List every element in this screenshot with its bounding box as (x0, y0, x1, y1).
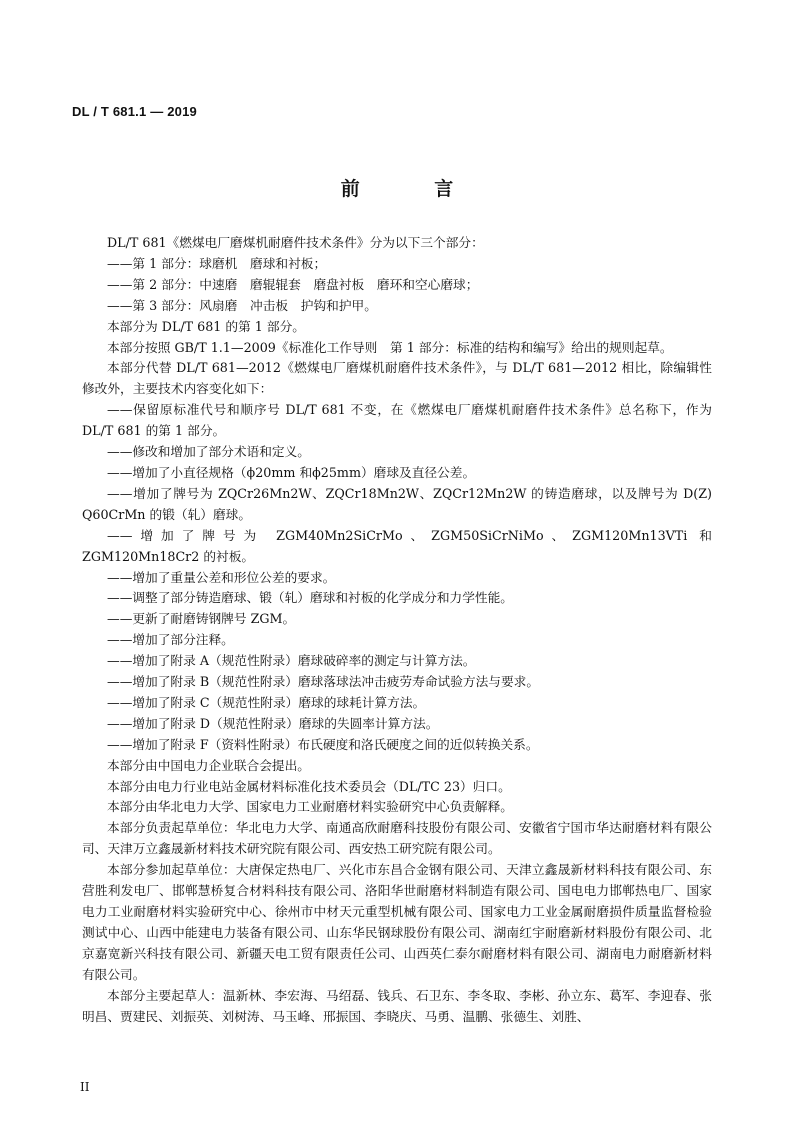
paragraph: 本部分主要起草人：温新林、李宏海、马绍磊、钱兵、石卫东、李冬取、李彬、孙立东、葛军、李迎春、张明昌、贾建民、刘振英、刘树涛、马玉峰、邢振国、李晓庆、马勇、温鹏、张德生、刘胜、 (82, 987, 712, 1024)
list-item: ——增加了部分注释。 (107, 632, 234, 648)
list-item: ——第 1 部分：球磨机 磨球和衬板； (107, 255, 327, 271)
paragraph: 本部分为 DL/T 681 的第 1 部分。 (107, 318, 305, 334)
page-number: II (80, 1080, 90, 1094)
paragraph: DL/T 681《燃煤电厂磨煤机耐磨件技术条件》分为以下三个部分： (107, 235, 484, 250)
paragraph: 本部分参加起草单位：大唐保定热电厂、兴化市东昌合金钢有限公司、天津立鑫晟新材料科技有限公司、东营胜利发电厂、邯郸慧桥复合材料科技有限公司、洛阳华世耐磨材料制造有限公司、国电电力邯郸热电厂、国家电力工业耐磨材料实验研究中心、徐州市中材天元重型机械有限公司、国家电力工业金属耐磨损件质量监督检验测试中心、山西中能建电力装备有限公司、山东华民钢球股份有限公司、湖南红宇耐磨新材料股份有限公司、北京嘉宽新兴科技有限公司、新疆天电工贸有限责任公司、山西英仁泰尔耐磨材料有限公司、湖南电力耐磨新材料有限公司。 (82, 862, 712, 982)
list-item: ——增加了牌号为 ZQCr26Mn2W、ZQCr18Mn2W、ZQCr12Mn2W 的铸造磨球，以及牌号为 D(Z) Q60CrMn 的锻（轧）磨球。 (82, 485, 712, 522)
list-item: ——增加了重量公差和形位公差的要求。 (107, 569, 336, 585)
paragraph: 本部分按照 GB/T 1.1—2009《标准化工作导则 第 1 部分：标准的结构和编写》给出的规则起草。 (107, 339, 673, 355)
paragraph: 本部分由中国电力企业联合会提出。 (107, 757, 310, 773)
section-title-foreword: 前 言 (340, 178, 488, 200)
list-item: ——第 2 部分：中速磨 磨辊辊套 磨盘衬板 磨环和空心磨球； (107, 276, 479, 292)
document-code-header: DL / T 681.1 — 2019 (72, 104, 197, 119)
list-item: ——增加了附录 C（规范性附录）磨球的球耗计算方法。 (107, 694, 426, 710)
list-item: ——增加了小直径规格（ϕ20mm 和ϕ25mm）磨球及直径公差。 (107, 464, 476, 480)
list-item: ——增加了牌号为 ZGM40Mn2SiCrMo、ZGM50SiCrNiMo、ZGM120Mn13VTi 和 ZGM120Mn18Cr2 的衬板。 (82, 527, 712, 564)
list-item: ——保留原标准代号和顺序号 DL/T 681 不变，在《燃煤电厂磨煤机耐磨件技术条件》总名称下，作为 DL/T 681 的第 1 部分。 (82, 402, 712, 439)
list-item: ——增加了附录 A（规范性附录）磨球破碎率的测定与计算方法。 (107, 653, 476, 669)
list-item: ——增加了附录 D（规范性附录）磨球的失圆率计算方法。 (107, 715, 439, 731)
paragraph: 本部分负责起草单位：华北电力大学、南通高欣耐磨科技股份有限公司、安徽省宁国市华达耐磨材料有限公司、天津万立鑫晟新材料技术研究院有限公司、西安热工研究院有限公司。 (82, 820, 712, 857)
list-item: ——修改和增加了部分术语和定义。 (107, 444, 310, 460)
foreword-body (82, 233, 712, 1027)
list-item: ——增加了附录 B（规范性附录）磨球落球法冲击疲劳寿命试验方法与要求。 (107, 674, 540, 690)
list-item: ——第 3 部分：风扇磨 冲击板 护钩和护甲。 (107, 297, 377, 313)
list-item: ——更新了耐磨铸钢牌号 ZGM。 (107, 611, 296, 627)
list-item: ——增加了附录 F（资料性附录）布氏硬度和洛氏硬度之间的近似转换关系。 (107, 736, 539, 752)
paragraph: 本部分代替 DL/T 681—2012《燃煤电厂磨煤机耐磨件技术条件》，与 DL/T 681—2012 相比，除编辑性修改外，主要技术内容变化如下： (82, 360, 712, 397)
list-item: ——调整了部分铸造磨球、锻（轧）磨球和衬板的化学成分和力学性能。 (107, 590, 513, 606)
paragraph: 本部分由华北电力大学、国家电力工业耐磨材料实验研究中心负责解释。 (107, 799, 513, 815)
paragraph: 本部分由电力行业电站金属材料标准化技术委员会（DL/TC 23）归口。 (107, 778, 511, 794)
